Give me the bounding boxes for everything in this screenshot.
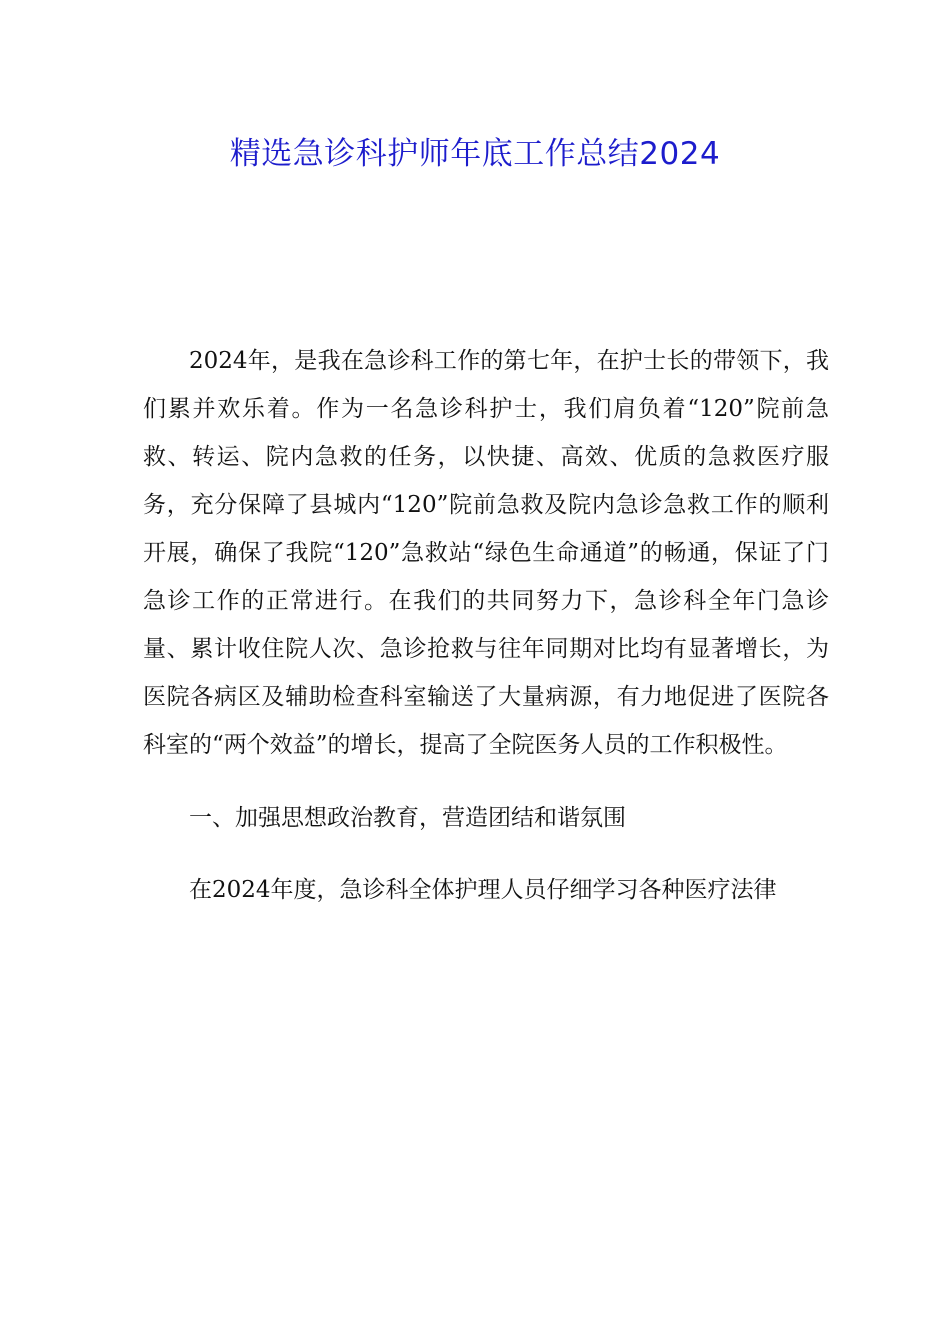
paragraph-intro: 2024年，是我在急诊科工作的第七年，在护士长的带领下，我们累并欢乐着。作为一名急诊科护士，我们肩负着“120”院前急救、转运、院内急救的任务，以快捷、高效、优质的急救医疗服务，充分保障了县城内“120”院前急救及院内急诊急救工作的顺利开展，确保了我院“120”急救站“绿色生命通道”的畅通，保证了门急诊工作的正常进行。在我们的共同努力下，急诊科全年门急诊量、累计收住院人次、急诊抢救与往年同期对比均有显著增长，为医院各病区及辅助检查科室输送了大量病源，有力地促进了医院各科室的“两个效益”的增长，提高了全院医务人员的工作积极性。 [143,348,829,758]
document-title: 精选急诊科护师年底工作总结2024 [229,136,721,172]
document-body [143,337,829,939]
section-heading: 一、加强思想政治教育，营造团结和谐氛围 [189,804,626,831]
paragraph-second: 在2024年度，急诊科全体护理人员仔细学习各种医疗法律 [189,877,777,903]
